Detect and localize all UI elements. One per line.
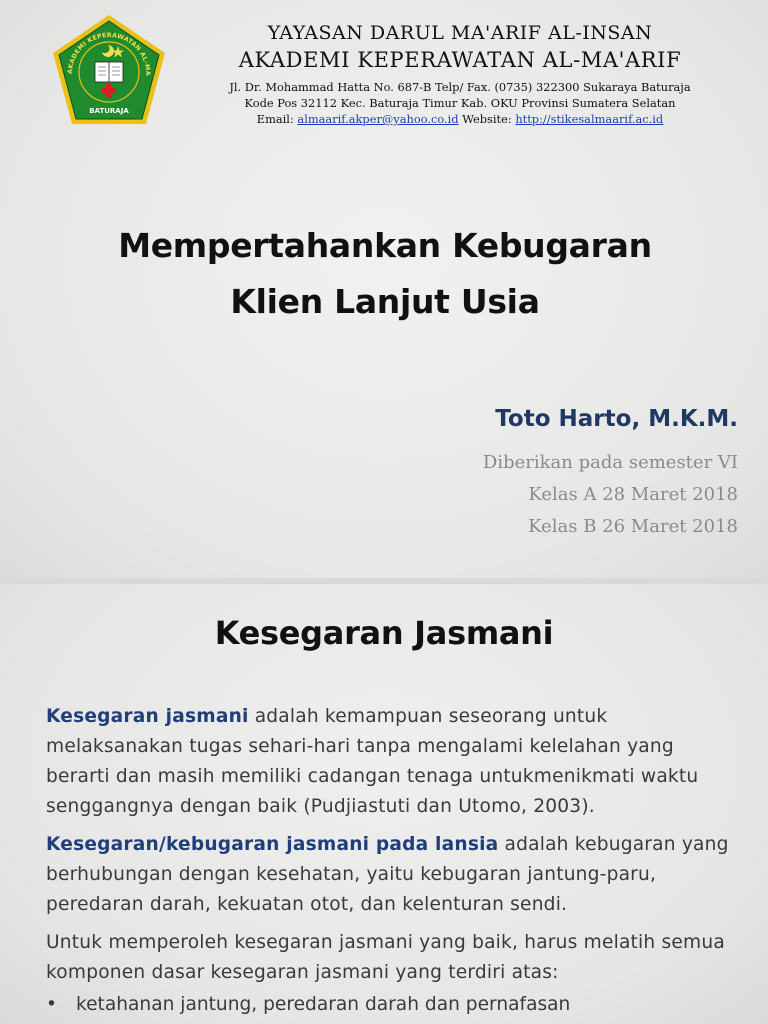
academy-name: AKADEMI KEPERAWATAN AL-MA'ARIF [238,48,682,72]
paragraph-elderly [46,830,736,920]
paragraph-1-text: adalah kemampuan seseorang untuk melaksanakan tugas sehari-hari tanpa mengalami kelelahan yang berarti dan masih memiliki cadangan tenaga untukmenikmati waktu senggangnya dengan baik (Pudjiastuti dan Utomo, 2003). [46,706,699,817]
author-name: Toto Harto, M.K.M. [495,406,738,432]
paragraph-2-text: adalah kebugaran yang berhubungan dengan kesehatan, yaitu kebugaran jantung-paru, peredaran darah, kekuatan otot, dan kelenturan sendi. [46,834,729,915]
semester-note: Diberikan pada semester VI [482,452,738,473]
slide-heading: Kesegaran Jasmani [214,614,554,652]
content-slide [0,584,768,1024]
term-kebugaran-lansia: Kesegaran/kebugaran jasmani pada lansia [46,834,499,855]
svg-text:BATURAJA: BATURAJA [89,107,129,115]
presentation-title [40,218,730,330]
title-line-1: Mempertahankan Kebugaran [118,226,652,265]
website-label: Website: [462,112,512,126]
website-link[interactable]: http://stikesalmaarif.ac.id [515,112,664,126]
class-a-date: Kelas A 28 Maret 2018 [528,484,738,505]
term-kesegaran-jasmani: Kesegaran jasmani [46,706,249,727]
list-item [46,994,570,1015]
email-label: Email: [256,112,294,126]
address-line-2: Kode Pos 32112 Kec. Baturaja Timur Kab. OKU Provinsi Sumatera Selatan [244,96,676,110]
paragraph-definition [46,702,736,822]
contact-line [180,112,740,126]
class-b-date: Kelas B 26 Maret 2018 [528,516,738,537]
list-item-text: ketahanan jantung, peredaran darah dan pernafasan [76,994,571,1015]
address-line-1: Jl. Dr. Mohammad Hatta No. 687-B Telp/ Fax. (0735) 322300 Sukaraya Baturaja [229,80,691,94]
email-link[interactable]: almaarif.akper@yahoo.co.id [297,112,459,126]
bullet-icon: • [46,994,57,1015]
title-line-2: Klien Lanjut Usia [230,282,540,321]
academy-logo [50,12,168,128]
svg-text:AKADEMI KEPERAWATAN AL-MA'ARIF: AKADEMI KEPERAWATAN AL-MA [66,31,152,77]
foundation-name: YAYASAN DARUL MA'ARIF AL-INSAN [267,22,653,44]
paragraph-components: Untuk memperoleh kesegaran jasmani yang baik, harus melatih semua komponen dasar kesegaran jasmani yang terdiri atas: [46,932,725,983]
